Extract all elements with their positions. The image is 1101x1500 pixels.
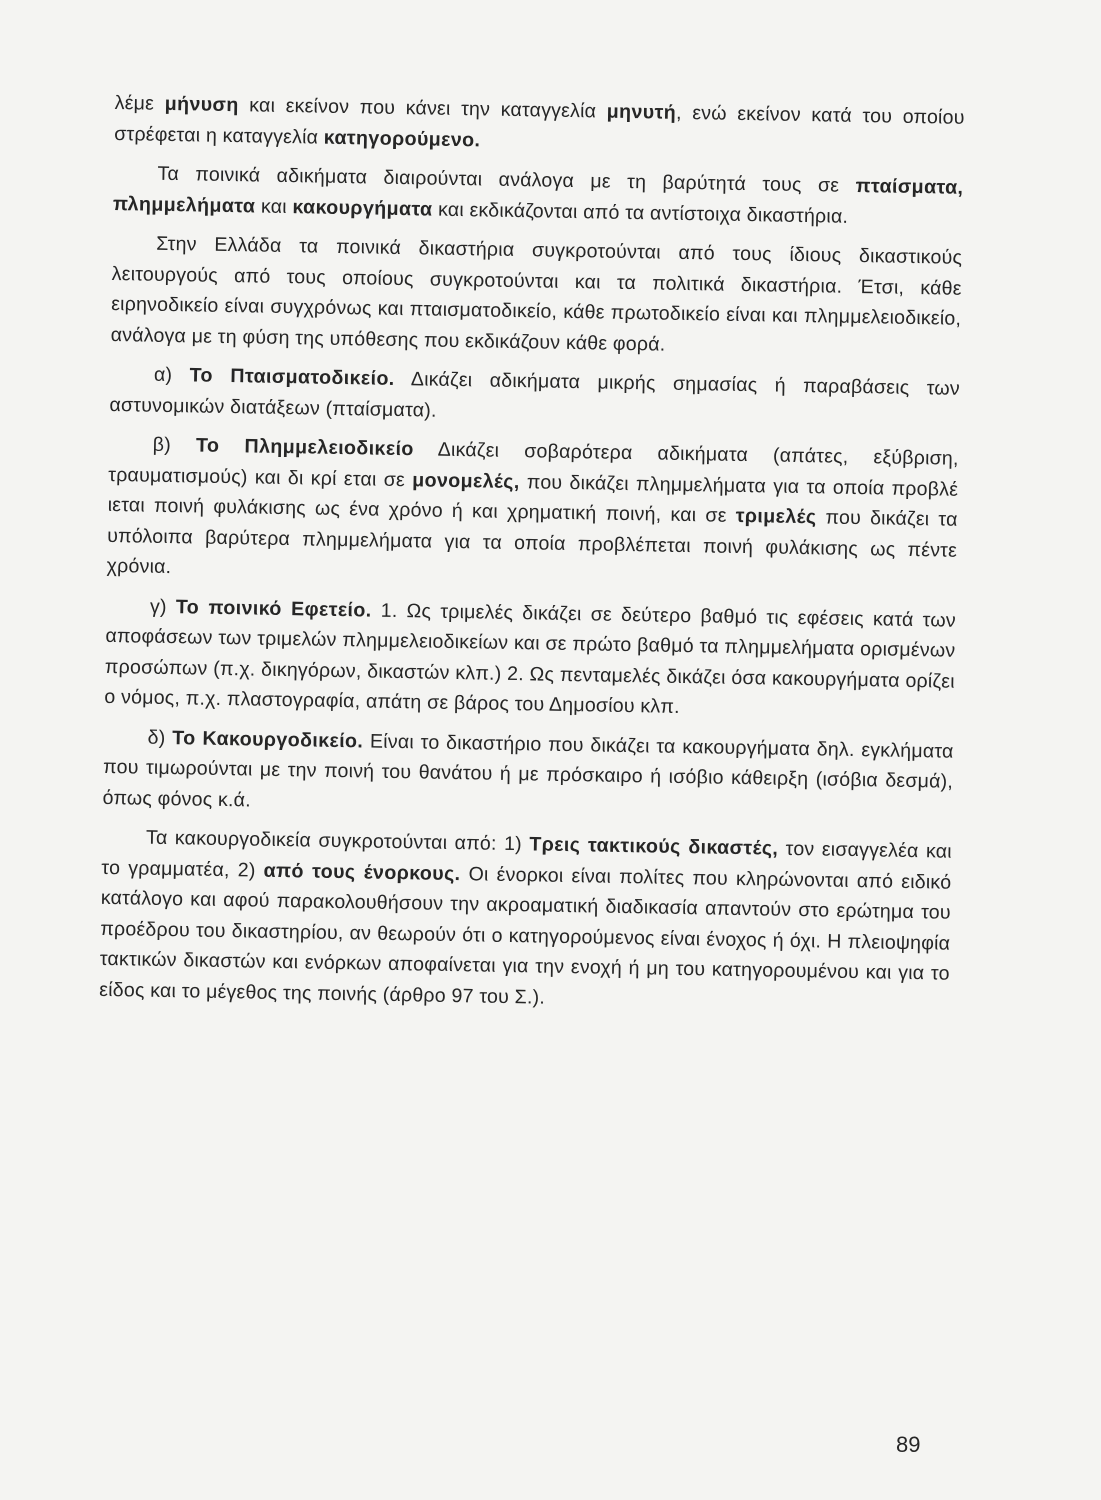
term-monomeles: μονομελές, — [412, 468, 520, 493]
term-enorkoi: από τους ένορκους. — [263, 859, 461, 885]
term-katigoroumenos: κατηγορούμενο. — [323, 126, 481, 151]
term-ptaismata: πταίσματα, πλημμελήματα — [112, 174, 964, 217]
term-minysi: μήνυση — [164, 92, 239, 117]
paragraph-plimmeleiodikeio: β) Το Πλημμελειοδικείο Δικάζει σοβαρότερα αδικήματα (απάτες, εξύβριση, τραυματισμούς) και δι κρί εται σε μονομελές, που δικάζει πλημμελήματα για τα οποία προβλέ ιεται ποινή φυλάκισης ως ένα χρόνο ή και χρηματική ποινή, και σε τριμελές που δικάζει τα υπόλοιπα βαρύτερα πλημμελήματα για τα οποία προβλέπεται ποινή φυλάκισης ως πέντε χρόνια. — [106, 433, 959, 579]
paragraph-kakourgodikeio: δ) Το Κακουργοδικείο. Είναι το δικαστήριο που δικάζει τα κακουργήματα δηλ. εγκλήματα που τιμωρούνται με την ποινή του θανάτου ή με πρόσκαιρο ή ισόβιο κάθειρξη (ισόβια δεσμά), όπως φόνος κ.ά. — [102, 726, 954, 811]
paragraph-0: λέμε μήνυση και εκείνον που κάνει την καταγγελία μηνυτή, ενώ εκείνον κατά του οποίου στρέφεται η καταγγελία κατηγορούμενο. — [114, 91, 965, 151]
document-body — [99, 88, 965, 1029]
paragraph-1: Τα ποινικά αδικήματα διαιρούνται ανάλογα με τη βαρύτητά τους σε πταίσματα, πλημμελήματα και κακουργήματα και εκδικάζονται από τα αντίστοιχα δικαστήρια. — [112, 162, 964, 228]
heading-ptaismatodikeio: Το Πταισματοδικείο. — [189, 364, 395, 390]
paragraph-2: Στην Ελλάδα τα ποινικά δικαστήρια συγκροτούνται από τους ίδιους δικαστικούς λειτουργούς από τους οποίους συγκροτούνται και τα πολιτικά δικαστήρια. Έτσι, κάθε ειρηνοδικείο είναι συγχρόνως και πταισματοδικείο, κάθε πρωτοδικείο είναι και πλημμελειοδικείο, ανάλογα με τη φύση της υπόθεσης που εκδικάζουν κάθε φορά. — [110, 232, 963, 356]
heading-efeteio: Το ποινικό Εφετείο. — [175, 595, 372, 622]
paragraph-efeteio: γ) Το ποινικό Εφετείο. 1. Ως τριμελές δικάζει σε δεύτερο βαθμό τις εφέσεις κατά των αποφάσεων των τριμελών πλημμελειοδικείων και σε πρώτο βαθμό τα πλημμελήματα ορισμένων προσώπων (π.χ. δικηγόρων, δικαστών κλπ.) 2. Ως πενταμελές δικάζει όσα κακουργήματα ορίζει ο νόμος, π.χ. πλαστογραφία, απάτη σε βάρος του Δημοσίου κλπ. — [104, 595, 957, 718]
term-taktikoi-dikastes: Τρεις τακτικούς δικαστές, — [529, 833, 779, 860]
term-kakourgimata: κακουργήματα — [292, 195, 433, 221]
paragraph-synkrotisi: Τα κακουργοδικεία συγκροτούνται από: 1) Τρεις τακτικούς δικαστές, τον εισαγγελέα και το γραμματέα, 2) από τους ένορκους. Οι ένορκοι είναι πολίτες που κληρώνονται από ειδικό κατάλογο και αφού παρακολουθήσουν την ακροαματική διαδικασία απαντούν στο ερώτημα του προέδρου του δικαστηρίου, αν θεωρούν ότι ο κατηγορούμενος είναι ένοχος ή όχι. Η πλειοψηφία τακτικών δικαστών και ενόρκων αποφαίνεται για την ενοχή ή μη του κατηγορουμένου και για το είδος και το μέγεθος της ποινής (άρθρο 97 του Σ.). — [99, 826, 952, 1009]
term-minytis: μηνυτή — [606, 100, 677, 124]
heading-plimmeleiodikeio: Το Πλημμελειοδικείο — [195, 434, 414, 461]
page-number: 89 — [896, 1432, 921, 1457]
heading-kakourgodikeio: Το Κακουργοδικείο. — [172, 726, 364, 752]
paragraph-ptaismatodikeio: α) Το Πταισματοδικείο. Δικάζει αδικήματα μικρής σημασίας ή παραβάσεις των αστυνομικών διατάξεων (πταίσματα). — [109, 363, 961, 422]
term-trimeles: τριμελές — [735, 504, 817, 529]
